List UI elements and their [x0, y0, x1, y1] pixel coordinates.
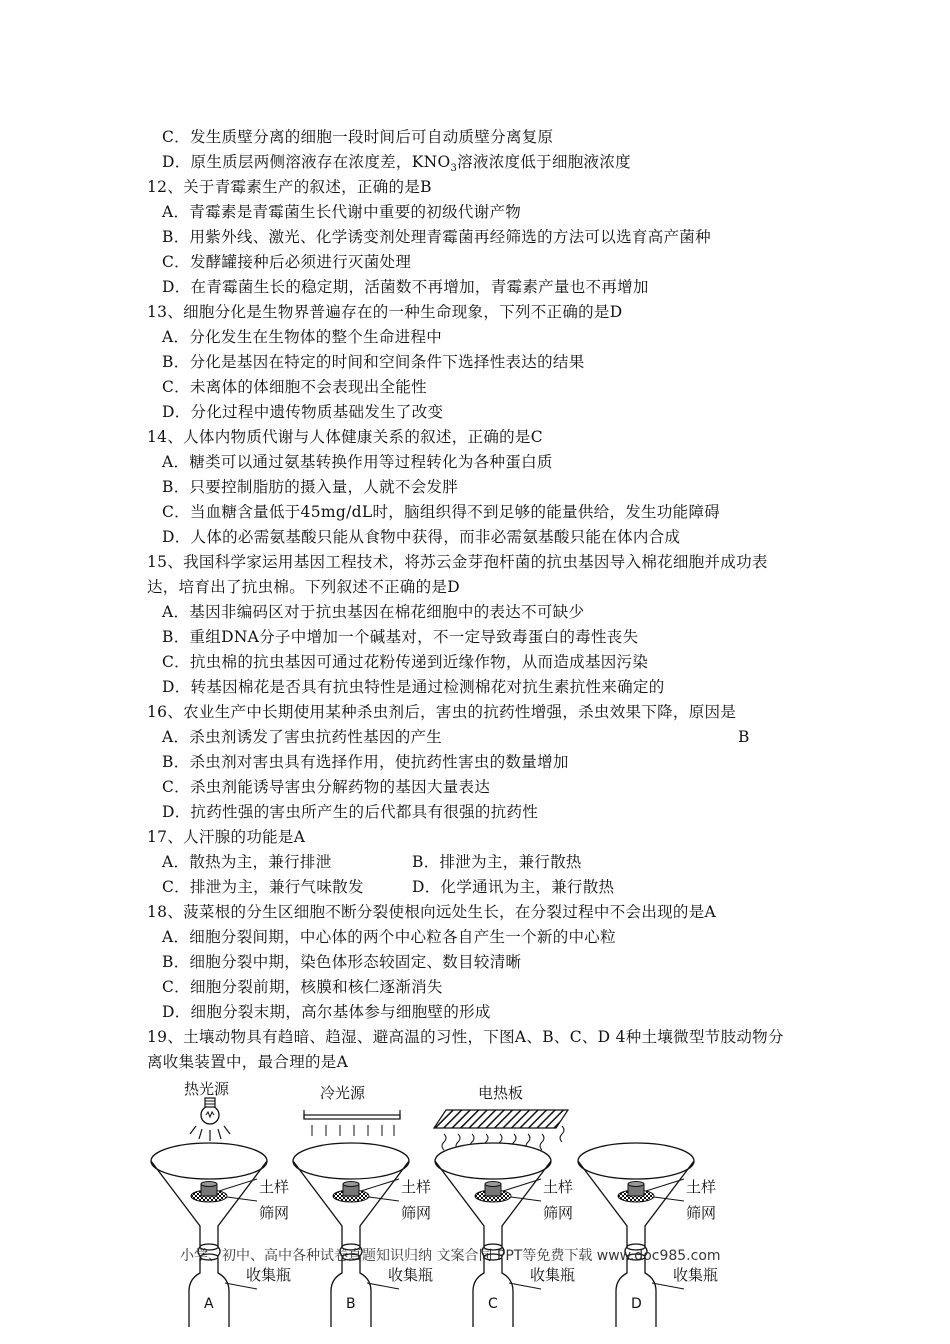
q15-option-d: D．转基因棉花是否具有抗虫特性是通过检测棉花对抗生素抗性来确定的	[162, 678, 665, 696]
sieve-label-c: 筛网	[543, 1204, 574, 1222]
q14-option-c: C．当血糖含量低于45mg/dL时，脑组织得不到足够的能量供给，发生功能障碍	[162, 503, 721, 521]
cold-light-icon	[304, 1110, 400, 1136]
q13-option-a: A．分化发生在生物体的整个生命进程中	[162, 328, 443, 346]
source-label-b: 冷光源	[320, 1084, 366, 1102]
figure-letter-d: D	[631, 1296, 642, 1312]
q13-option-c: C．未离体的体细胞不会表现出全能性	[162, 378, 427, 396]
sieve-label-a: 筛网	[259, 1204, 290, 1222]
q15-option-c: C．抗虫棉的抗虫基因可通过花粉传递到近缘作物，从而造成基因污染	[162, 653, 649, 671]
q18-option-b: B．细胞分裂中期，染色体形态较固定、数目较清晰	[162, 953, 522, 971]
q12-option-c: C．发酵罐接种后必须进行灭菌处理	[162, 253, 412, 271]
figure-letter-b: B	[346, 1296, 356, 1312]
q17-stem: 17、人汗腺的功能是A	[147, 828, 306, 846]
apparatus-b	[293, 1110, 409, 1327]
q11-option-d-text: D．原生质层两侧溶液存在浓度差，KNO	[162, 153, 451, 171]
q16-answer: B	[738, 728, 750, 746]
q16-option-d: D．抗药性强的害虫所产生的后代都具有很强的抗药性	[162, 803, 539, 821]
soil-label-c: 土样	[543, 1178, 574, 1196]
q13-stem: 13、细胞分化是生物界普遍存在的一种生命现象，下列不正确的是D	[147, 303, 623, 321]
q11-option-d-rest: 溶液浓度低于细胞液浓度	[457, 153, 631, 171]
q19-stem-line1: 19、土壤动物具有趋暗、趋湿、避高温的习性，下图A、B、C、D 4种土壤微型节肢动物分	[147, 1028, 784, 1046]
soil-label-b: 土样	[401, 1178, 432, 1196]
q17-option-b: B．排泄为主，兼行散热	[412, 853, 582, 871]
source-label-a: 热光源	[184, 1080, 230, 1098]
q15-option-a: A．基因非编码区对于抗虫基因在棉花细胞中的表达不可缺少	[162, 603, 585, 621]
q12-option-b: B．用紫外线、激光、化学诱变剂处理青霉菌再经筛选的方法可以选育高产菌种	[162, 228, 711, 246]
q16-option-b: B．杀虫剂对害虫具有选择作用，使抗药性害虫的数量增加	[162, 753, 569, 771]
footer-watermark: 小学、初中、高中各种试卷真题知识归纳 文案合同 PPT等免费下载 www.doc985.com	[180, 1248, 721, 1264]
q18-option-d: D．细胞分裂末期，高尔基体参与细胞壁的形成	[162, 1003, 491, 1021]
q12-option-a: A．青霉素是青霉菌生长代谢中重要的初级代谢产物	[162, 203, 522, 221]
q11-option-d	[162, 152, 631, 175]
q12-stem: 12、关于青霉素生产的叙述，正确的是B	[147, 178, 432, 196]
q11-option-c: C．发生质壁分离的细胞一段时间后可自动质壁分离复原	[162, 128, 554, 146]
bottle-label-d: 收集瓶	[673, 1266, 719, 1284]
q15-option-b: B．重组DNA分子中增加一个碱基对，不一定导致毒蛋白的毒性丧失	[162, 628, 639, 646]
soil-label-a: 土样	[259, 1178, 290, 1196]
sieve-label-d: 筛网	[686, 1204, 717, 1222]
q12-option-d: D．在青霉菌生长的稳定期，活菌数不再增加，青霉素产量也不再增加	[162, 278, 649, 296]
q14-option-b: B．只要控制脂肪的摄入量，人就不会发胖	[162, 478, 459, 496]
figure-letter-c: C	[488, 1296, 498, 1312]
apparatus-figure	[0, 1070, 950, 1330]
q17-option-c: C．排泄为主，兼行气味散发	[162, 878, 364, 896]
bottle-label-b: 收集瓶	[388, 1266, 434, 1284]
q15-stem-line2: 达，培育出了抗虫棉。下列叙述不正确的是D	[147, 578, 460, 596]
q18-option-a: A．细胞分裂间期，中心体的两个中心粒各自产生一个新的中心粒	[162, 928, 616, 946]
figure-letter-a: A	[204, 1296, 214, 1312]
q13-option-b: B．分化是基因在特定的时间和空间条件下选择性表达的结果	[162, 353, 585, 371]
q19-stem-line2: 离收集装置中，最合理的是A	[147, 1053, 349, 1071]
sieve-label-b: 筛网	[401, 1204, 432, 1222]
bottle-label-c: 收集瓶	[530, 1266, 576, 1284]
q11-subscript: 3	[450, 163, 458, 175]
q15-stem-line1: 15、我国科学家运用基因工程技术，将苏云金芽孢杆菌的抗虫基因导入棉花细胞并成功表	[147, 553, 768, 571]
q18-option-c: C．细胞分裂前期，核膜和核仁逐渐消失	[162, 978, 443, 996]
q13-option-d: D．分化过程中遗传物质基础发生了改变	[162, 403, 444, 421]
q18-stem: 18、菠菜根的分生区细胞不断分裂使根向远处生长，在分裂过程中不会出现的是A	[147, 903, 717, 921]
bottle-label-a: 收集瓶	[246, 1266, 292, 1284]
q14-option-d: D．人体的必需氨基酸只能从食物中获得，而非必需氨基酸只能在体内合成	[162, 528, 681, 546]
q14-option-a: A．糖类可以通过氨基转换作用等过程转化为各种蛋白质	[162, 453, 553, 471]
q16-option-c: C．杀虫剂能诱导害虫分解药物的基因大量表达	[162, 778, 491, 796]
source-label-c: 电热板	[478, 1084, 524, 1102]
apparatus-drawing	[0, 1070, 950, 1330]
apparatus-a	[151, 1098, 267, 1327]
q16-stem: 16、农业生产中长期使用某种杀虫剂后，害虫的抗药性增强，杀虫效果下降，原因是	[147, 703, 737, 721]
q16-option-a: A．杀虫剂诱发了害虫抗药性基因的产生	[162, 728, 443, 746]
light-bulb-icon	[190, 1098, 230, 1141]
q14-stem: 14、人体内物质代谢与人体健康关系的叙述，正确的是C	[147, 428, 543, 446]
q17-option-d: D．化学通讯为主，兼行散热	[412, 878, 615, 896]
q17-option-a: A．散热为主，兼行排泄	[162, 853, 332, 871]
soil-label-d: 土样	[686, 1178, 717, 1196]
